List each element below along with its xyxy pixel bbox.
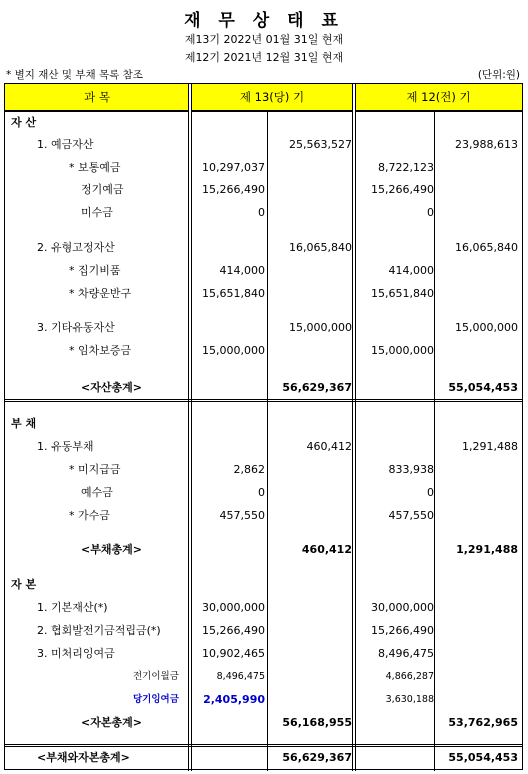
equity-heading: 자 본 bbox=[11, 578, 37, 591]
table-row: * 집기비품 414,000 414,000 bbox=[69, 264, 434, 277]
assets-heading: 자 산 bbox=[11, 116, 37, 129]
unit-label: (단위:원) bbox=[477, 69, 520, 81]
header-current: 제 13(당) 기 bbox=[191, 84, 353, 112]
table-row: * 미지급금 2,862 833,938 bbox=[69, 463, 434, 476]
table-row: 1. 기본재산(*) 30,000,000 30,000,000 bbox=[37, 601, 434, 614]
table-row: 1. 유동부채 460,412 1,291,488 bbox=[37, 440, 518, 453]
table-row: 3. 기타유동자산 15,000,000 15,000,000 bbox=[37, 321, 518, 334]
total-row: <자산총계> 56,629,367 55,054,453 bbox=[81, 381, 518, 394]
balance-sheet-table bbox=[4, 83, 523, 770]
table-row: 미수금 0 0 bbox=[81, 206, 434, 219]
total-row: <자본총계> 56,168,955 53,762,965 bbox=[81, 716, 518, 729]
table-row: 2. 협회발전기금적립금(*) 15,266,490 15,266,490 bbox=[37, 624, 434, 637]
table-row: 정기예금 15,266,490 15,266,490 bbox=[81, 183, 434, 196]
table-row: * 보통예금 10,297,037 8,722,123 bbox=[69, 161, 434, 174]
table-row: * 임차보증금 15,000,000 15,000,000 bbox=[69, 344, 434, 357]
page-title: 재 무 상 태 표 bbox=[184, 11, 344, 31]
table-row: 전기이월금 8,496,475 4,866,287 bbox=[133, 671, 434, 682]
table-row: 3. 미처리잉여금 10,902,465 8,496,475 bbox=[37, 647, 434, 660]
header-account: 과 목 bbox=[5, 84, 189, 112]
section-divider bbox=[5, 399, 522, 402]
note: * 별지 재산 및 부채 목록 참조 bbox=[6, 69, 143, 81]
period-current: 제13기 2022년 01월 31일 현재 bbox=[184, 33, 344, 46]
table-row: 1. 예금자산 25,563,527 23,988,613 bbox=[37, 138, 518, 151]
liabilities-heading: 부 채 bbox=[11, 417, 37, 430]
table-row bbox=[5, 413, 524, 435]
period-prior: 제12기 2021년 12월 31일 현재 bbox=[184, 51, 344, 64]
table-row bbox=[5, 574, 524, 596]
table-row: 예수금 0 0 bbox=[81, 486, 434, 499]
table-row: 당기잉여금 2,405,990 3,630,188 bbox=[133, 693, 434, 706]
table-row: * 가수금 457,550 457,550 bbox=[69, 509, 434, 522]
table-row bbox=[5, 112, 524, 134]
table-row: * 차량운반구 15,651,840 15,651,840 bbox=[69, 287, 434, 300]
total-row: <부채총계> 460,412 1,291,488 bbox=[81, 543, 518, 556]
header-prior: 제 12(전) 기 bbox=[355, 84, 522, 112]
grand-total-row: <부채와자본총계> 56,629,367 55,054,453 bbox=[37, 751, 518, 764]
table-row: 2. 유형고정자산 16,065,840 16,065,840 bbox=[37, 241, 518, 254]
